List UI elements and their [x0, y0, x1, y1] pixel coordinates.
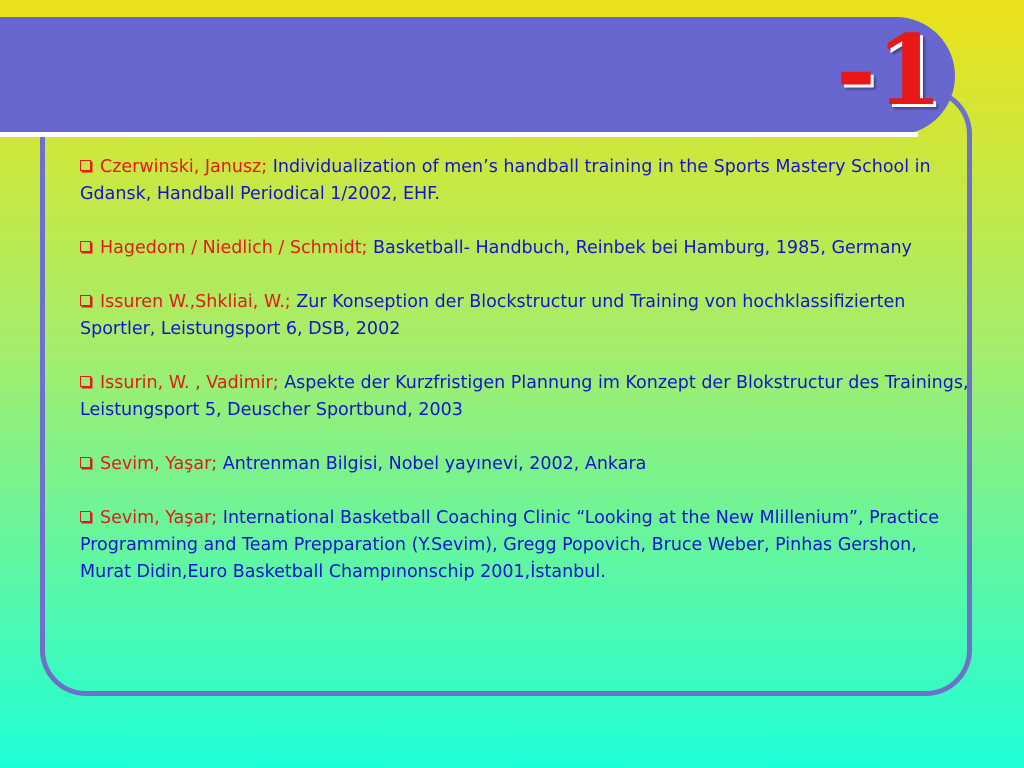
- reference-item: [80, 289, 972, 343]
- header-bar: [0, 14, 955, 135]
- reference-author: Sevim, Yaşar;: [100, 508, 218, 528]
- square-bullet-icon: [80, 241, 91, 252]
- square-bullet-icon: [80, 295, 91, 306]
- reference-author: Sevim, Yaşar;: [100, 454, 218, 474]
- reference-text: Basketball- Handbuch, Reinbek bei Hamburg, 1985, Germany: [373, 238, 912, 258]
- header-divider: [0, 132, 918, 137]
- reference-text: Antrenman Bilgisi, Nobel yayınevi, 2002, Ankara: [222, 454, 647, 474]
- reference-author: Czerwinski, Janusz;: [100, 157, 268, 177]
- reference-item: [80, 235, 972, 262]
- reference-text: Aspekte der Kurzfristigen Plannung im Konzept der Blokstructur des Trainings, Leistungsport 5, Deuscher Sportbund, 2003: [80, 373, 969, 420]
- reference-text: International Basketball Coaching Clinic “Looking at the New Mlillenium”, Practice Programming and Team Prepparation (Y.Sevim), Gregg Popovich, Bruce Weber, Pinhas Gershon, Murat Didin,Euro Basketball Champınonschip 2001,İstanbul.: [80, 508, 940, 582]
- square-bullet-icon: [80, 376, 91, 387]
- reference-list: [80, 154, 972, 613]
- slide-number: -1: [836, 14, 943, 127]
- reference-item: [80, 505, 972, 586]
- reference-text: Individualization of men’s handball training in the Sports Mastery School in Gdansk, Handball Periodical 1/2002, EHF.: [80, 157, 931, 204]
- reference-author: Hagedorn / Niedlich / Schmidt;: [100, 238, 368, 258]
- reference-item: [80, 154, 972, 208]
- reference-text: Zur Konseption der Blockstructur und Training von hochklassifizierten Sportler, Leistungsport 6, DSB, 2002: [80, 292, 906, 339]
- reference-item: [80, 451, 972, 478]
- reference-item: [80, 370, 972, 424]
- square-bullet-icon: [80, 457, 91, 468]
- square-bullet-icon: [80, 160, 91, 171]
- reference-author: Issuren W.,Shkliai, W.;: [100, 292, 291, 312]
- reference-author: Issurin, W. , Vadimir;: [100, 373, 279, 393]
- square-bullet-icon: [80, 511, 91, 522]
